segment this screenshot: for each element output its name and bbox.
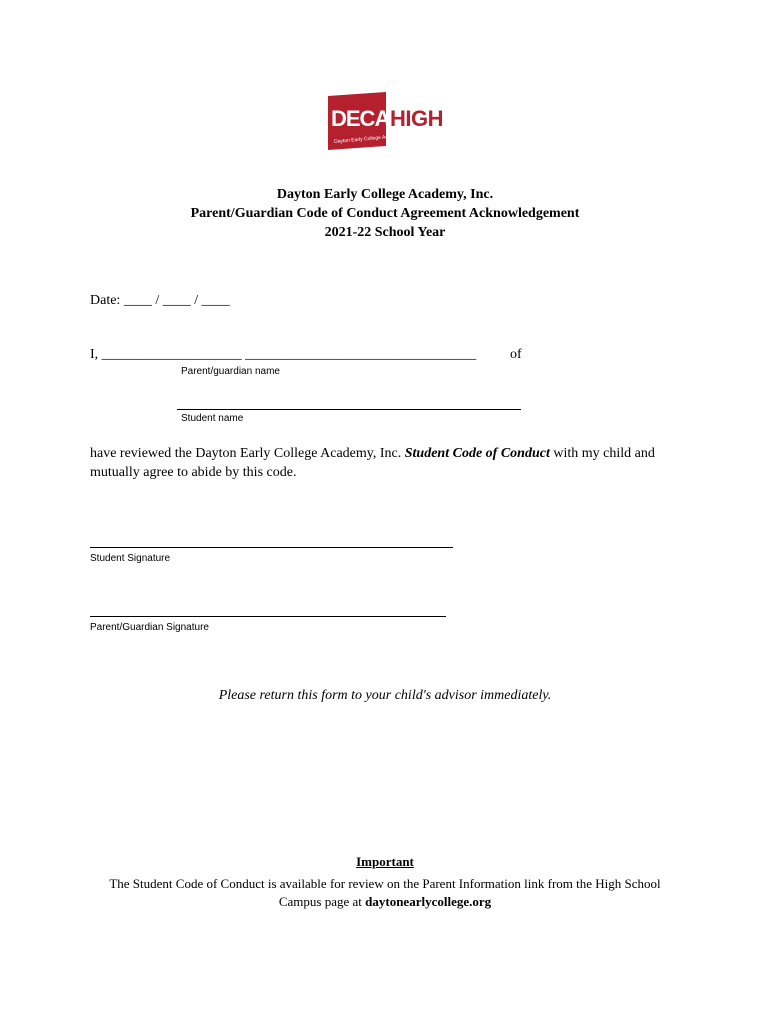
deca-high-logo <box>328 94 448 154</box>
student-signature-label: Student Signature <box>90 553 171 564</box>
logo-high-text: HIGH <box>390 106 443 131</box>
parent-name-field[interactable]: I, ____________________ _________________________________ <box>90 347 477 362</box>
paragraph-start: have reviewed the Dayton Early College Academy, Inc. <box>90 446 405 461</box>
student-signature-line[interactable] <box>90 547 453 548</box>
of-label: of <box>510 347 522 362</box>
parent-name-label: Parent/guardian name <box>181 366 280 377</box>
student-name-label: Student name <box>181 413 244 424</box>
logo-tagline: Dayton Early College Academy <box>333 133 404 145</box>
info-text <box>100 875 670 911</box>
parent-signature-line[interactable] <box>90 616 446 617</box>
header-title: Parent/Guardian Code of Conduct Agreement Acknowledgement <box>190 206 580 221</box>
date-field[interactable]: Date: ____ / ____ / ____ <box>90 293 230 308</box>
important-heading: Important <box>356 854 414 869</box>
header-organization: Dayton Early College Academy, Inc. <box>276 187 494 202</box>
paragraph-end: with my child and mutually agree to abide by this code. <box>90 446 655 480</box>
student-name-line[interactable] <box>177 409 521 410</box>
paragraph-emphasis: Student Code of Conduct <box>404 446 550 461</box>
header-school-year: 2021-22 School Year <box>324 225 446 240</box>
return-note: Please return this form to your child's advisor immediately. <box>218 688 552 703</box>
parent-signature-label: Parent/Guardian Signature <box>90 622 209 633</box>
logo-deca-text: DECA <box>331 106 390 131</box>
document-header <box>0 185 770 242</box>
acknowledgement-paragraph <box>90 444 690 482</box>
website-link[interactable]: daytonearlycollege.org <box>365 894 492 909</box>
info-body: The Student Code of Conduct is available for review on the Parent Information link from the High School Campus page at <box>109 876 661 909</box>
